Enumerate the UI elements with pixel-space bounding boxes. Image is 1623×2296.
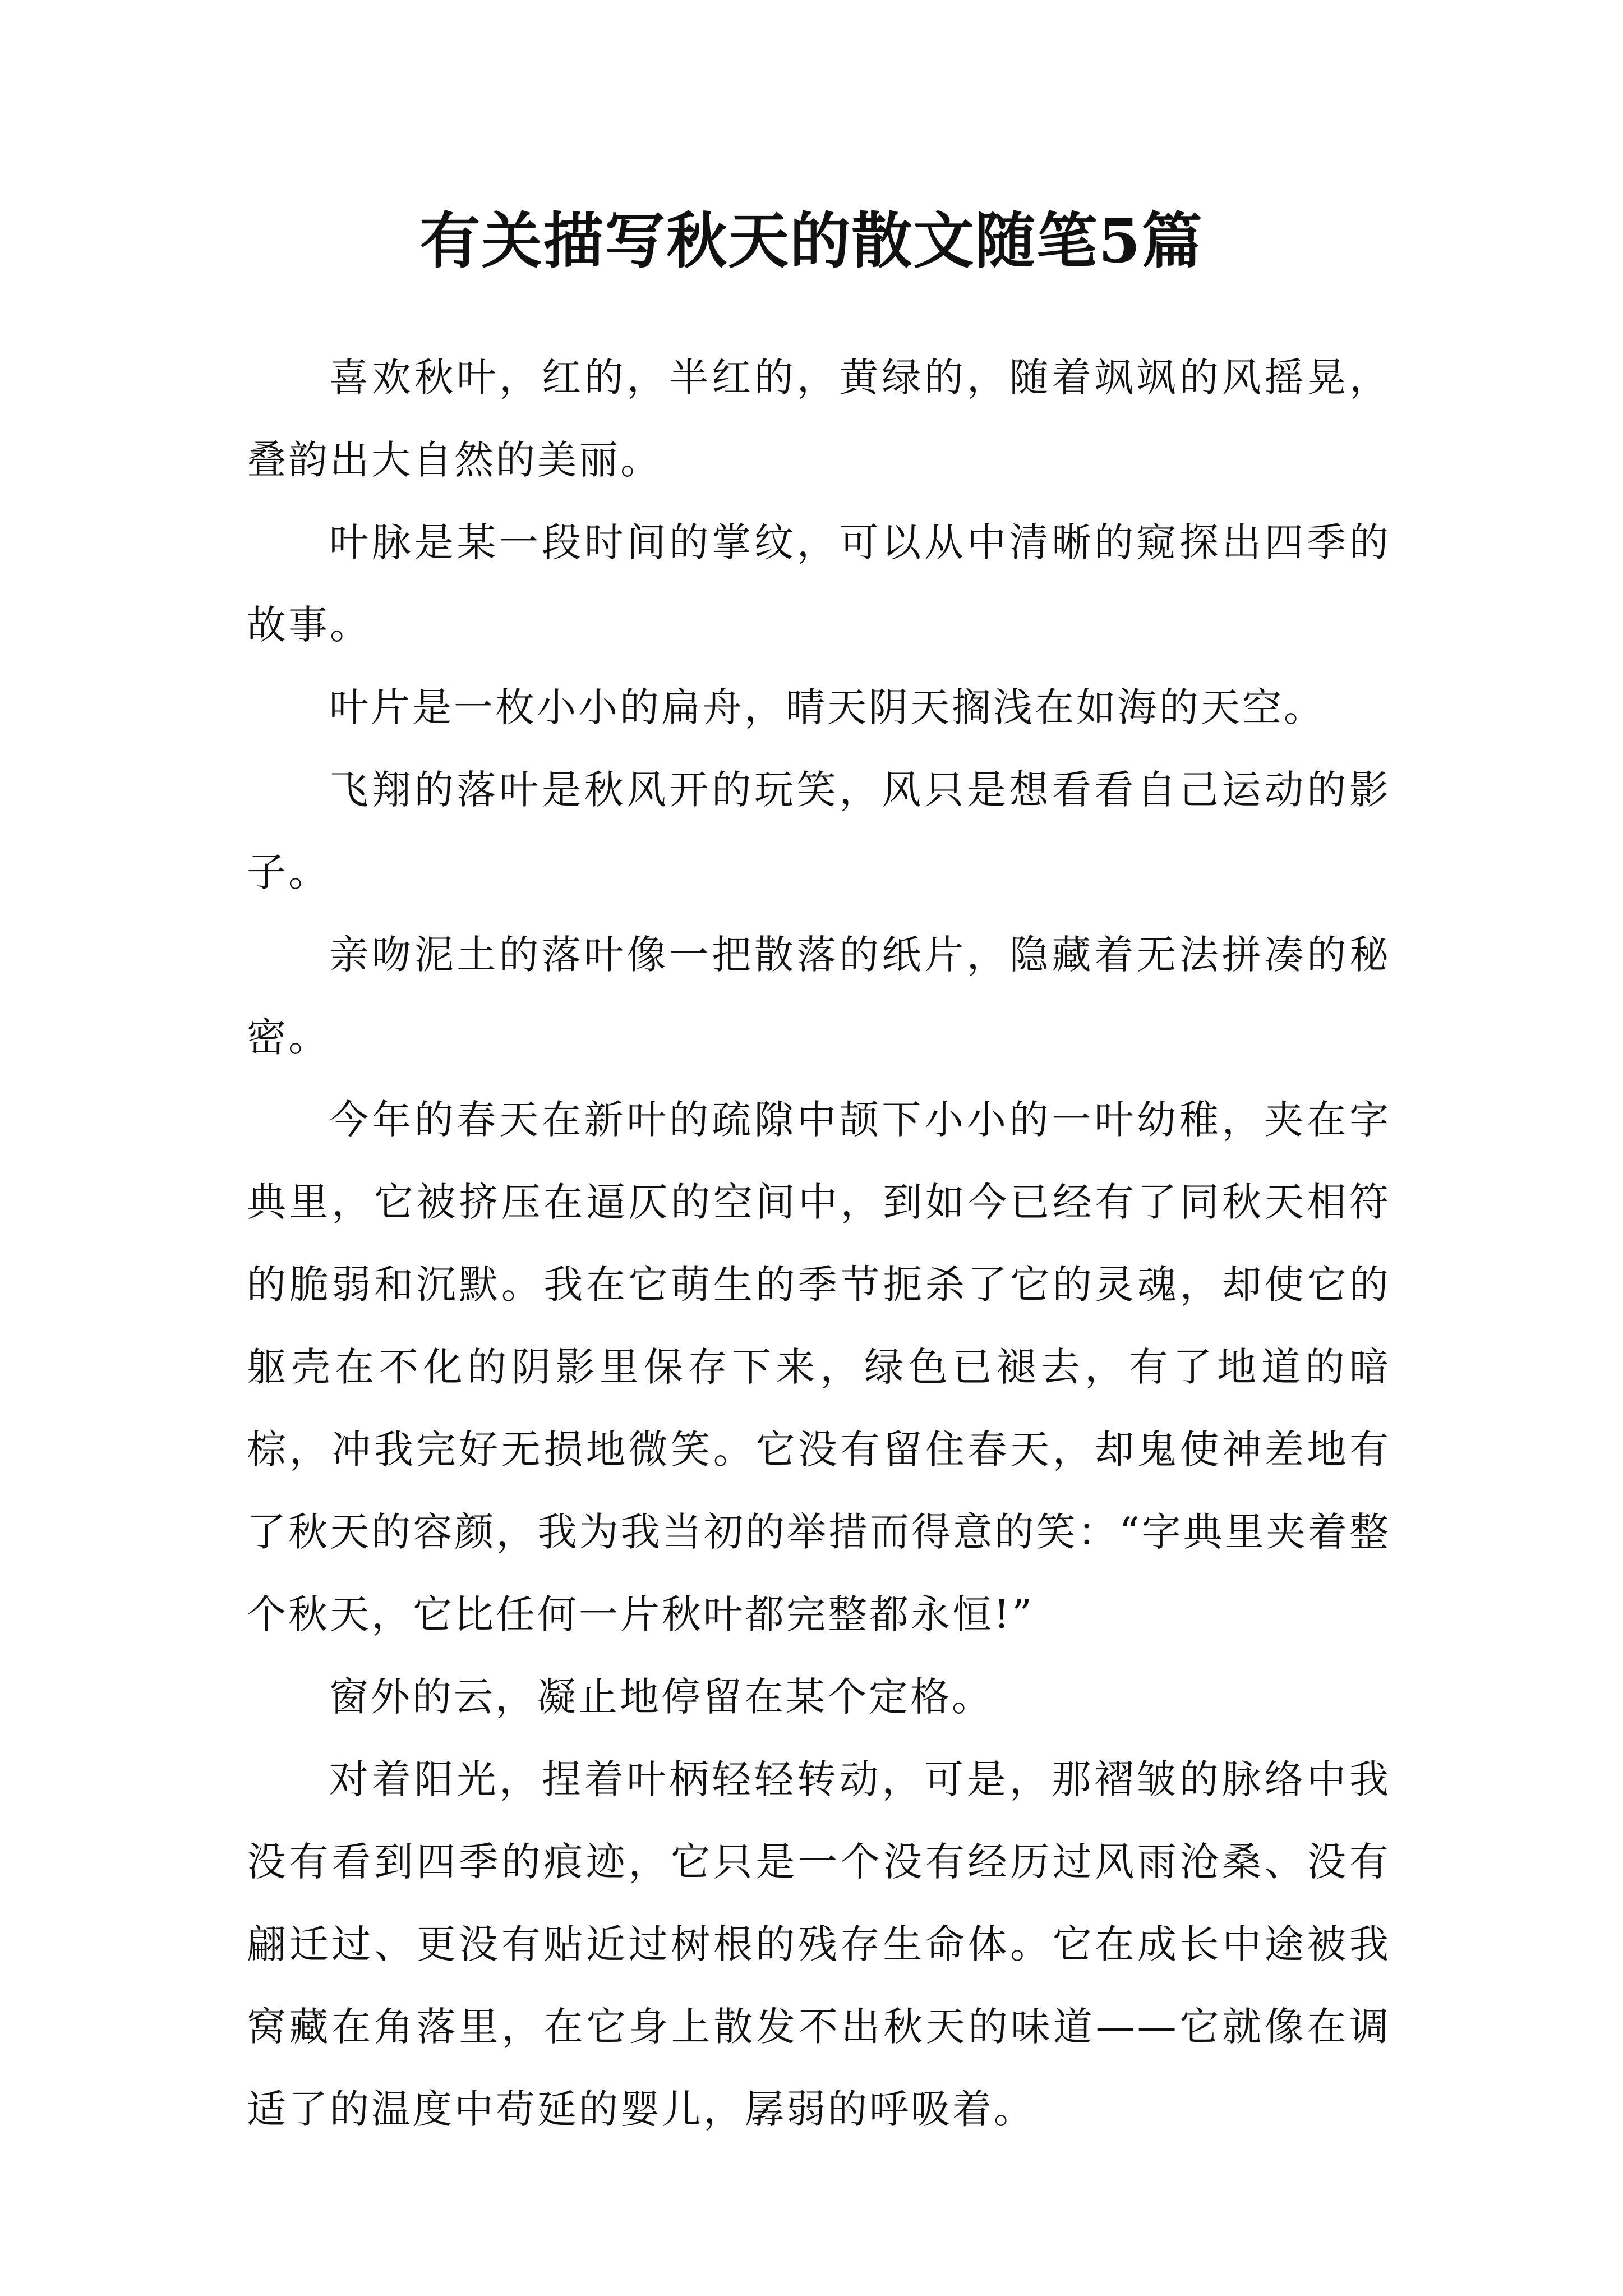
paragraph-7: 窗外的云，凝止地停留在某个定格。 bbox=[329, 1674, 993, 1720]
document-body bbox=[247, 337, 1391, 2151]
paragraph-1: 喜欢秋叶，红的，半红的，黄绿的，随着飒飒的风摇晃，叠韵出大自然的美丽。 bbox=[247, 355, 1391, 483]
paragraph-3: 叶片是一枚小小的扁舟，晴天阴天搁浅在如海的天空。 bbox=[329, 684, 1325, 730]
paragraph-4: 飞翔的落叶是秋风开的玩笑，风只是想看看自己运动的影子。 bbox=[247, 767, 1391, 895]
paragraph-2: 叶脉是某一段时间的掌纹，可以从中清晰的窥探出四季的故事。 bbox=[247, 519, 1391, 648]
paragraph-6: 今年的春天在新叶的疏隙中颉下小小的一叶幼稚，夹在字典里，它被挤压在逼仄的空间中，到如今已经有了同秋天相符的脆弱和沉默。我在它萌生的季节扼杀了它的灵魂，却使它的躯壳在不化的阴影里保存下来，绿色已褪去，有了地道的暗棕，冲我完好无损地微笑。它没有留住春天，却鬼使神差地有了秋天的容颜，我为我当初的举措而得意的笑：“字典里夹着整个秋天，它比任何一片秋叶都完整都永恒!” bbox=[247, 1097, 1391, 1637]
document-title: 有关描写秋天的散文随笔5篇 bbox=[419, 206, 1204, 277]
paragraph-5: 亲吻泥土的落叶像一把散落的纸片，隐藏着无法拼凑的秘密。 bbox=[247, 932, 1391, 1060]
paragraph-8: 对着阳光，捏着叶柄轻轻转动，可是，那褶皱的脉络中我没有看到四季的痕迹，它只是一个没有经历过风雨沧桑、没有翩迁过、更没有贴近过树根的残存生命体。它在成长中途被我窝藏在角落里，在它身上散发不出秋天的味道——它就像在调适了的温度中苟延的婴儿，孱弱的呼吸着。 bbox=[247, 1756, 1391, 2132]
